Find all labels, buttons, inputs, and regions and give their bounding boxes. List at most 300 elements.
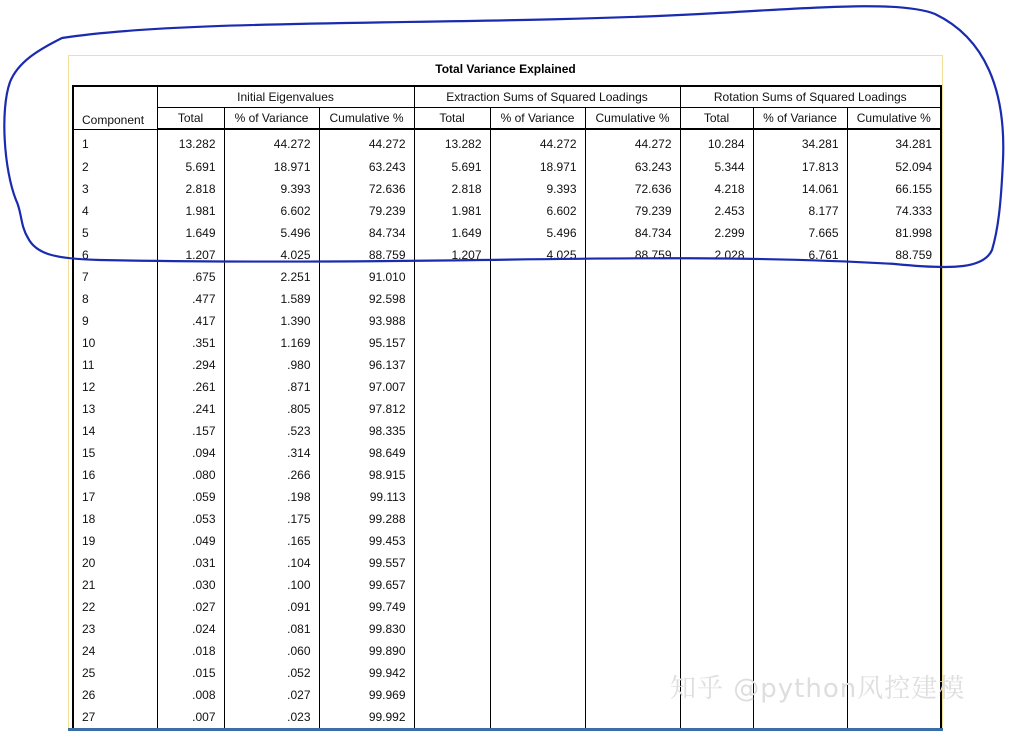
table-cell: 99.113: [319, 486, 414, 508]
table-cell: 4.218: [680, 178, 753, 200]
table-cell: [680, 398, 753, 420]
table-cell: .007: [157, 706, 224, 728]
table-row: [73, 706, 941, 728]
table-cell: .294: [157, 354, 224, 376]
variance-table: [72, 85, 942, 728]
table-cell: [585, 398, 680, 420]
table-cell: [585, 618, 680, 640]
table-cell: [847, 332, 941, 354]
table-cell: 99.969: [319, 684, 414, 706]
table-cell: .081: [224, 618, 319, 640]
table-cell: .052: [224, 662, 319, 684]
table-row: [73, 266, 941, 288]
table-cell: [490, 354, 585, 376]
table-cell: 2.818: [414, 178, 490, 200]
table-cell: [753, 288, 847, 310]
table-row: [73, 244, 941, 266]
table-cell: [585, 684, 680, 706]
table-cell: .031: [157, 552, 224, 574]
table-cell: 1.981: [414, 200, 490, 222]
table-cell: [680, 596, 753, 618]
component-number-cell: 4: [73, 200, 157, 222]
column-header-rotation-pct-variance: % of Variance: [753, 108, 847, 130]
table-cell: .027: [157, 596, 224, 618]
table-cell: .100: [224, 574, 319, 596]
component-number-cell: 15: [73, 442, 157, 464]
group-header-extraction-loadings: Extraction Sums of Squared Loadings: [414, 86, 680, 108]
component-number-cell: 7: [73, 266, 157, 288]
table-cell: 63.243: [319, 156, 414, 178]
table-cell: [680, 376, 753, 398]
table-cell: [847, 266, 941, 288]
table-cell: [414, 640, 490, 662]
table-cell: [585, 486, 680, 508]
component-number-cell: 13: [73, 398, 157, 420]
table-cell: 7.665: [753, 222, 847, 244]
component-number-cell: 18: [73, 508, 157, 530]
table-cell: [490, 376, 585, 398]
table-cell: 2.299: [680, 222, 753, 244]
table-cell: 5.496: [490, 222, 585, 244]
table-cell: [414, 574, 490, 596]
table-cell: [753, 442, 847, 464]
table-row: [73, 332, 941, 354]
table-cell: 99.992: [319, 706, 414, 728]
table-cell: [585, 508, 680, 530]
table-row: [73, 222, 941, 244]
table-cell: [753, 376, 847, 398]
table-cell: .417: [157, 310, 224, 332]
table-cell: [680, 354, 753, 376]
component-number-cell: 3: [73, 178, 157, 200]
component-number-cell: 10: [73, 332, 157, 354]
table-cell: .104: [224, 552, 319, 574]
table-cell: 2.818: [157, 178, 224, 200]
column-header-rotation-total: Total: [680, 108, 753, 130]
table-cell: [414, 552, 490, 574]
table-cell: [490, 552, 585, 574]
table-cell: [847, 398, 941, 420]
table-cell: [847, 596, 941, 618]
table-cell: [490, 398, 585, 420]
table-cell: .091: [224, 596, 319, 618]
table-cell: [414, 288, 490, 310]
table-cell: [753, 398, 847, 420]
component-number-cell: 12: [73, 376, 157, 398]
table-cell: 97.812: [319, 398, 414, 420]
table-cell: 2.028: [680, 244, 753, 266]
table-cell: [753, 332, 847, 354]
table-cell: 72.636: [319, 178, 414, 200]
table-cell: [680, 574, 753, 596]
component-number-cell: 27: [73, 706, 157, 728]
table-cell: 99.749: [319, 596, 414, 618]
table-cell: [490, 288, 585, 310]
table-row: [73, 530, 941, 552]
table-cell: 99.557: [319, 552, 414, 574]
table-cell: 99.288: [319, 508, 414, 530]
table-cell: 91.010: [319, 266, 414, 288]
table-cell: [847, 310, 941, 332]
table-cell: [680, 640, 753, 662]
table-cell: [847, 530, 941, 552]
table-cell: [585, 310, 680, 332]
table-cell: [414, 618, 490, 640]
table-cell: [585, 574, 680, 596]
table-cell: [490, 266, 585, 288]
table-cell: 2.251: [224, 266, 319, 288]
table-row: [73, 398, 941, 420]
column-header-rotation-cumulative: Cumulative %: [847, 108, 941, 130]
watermark-text: 知乎 @python风控建模: [670, 674, 966, 704]
table-cell: [585, 530, 680, 552]
table-cell: [490, 640, 585, 662]
table-cell: [414, 354, 490, 376]
component-number-cell: 16: [73, 464, 157, 486]
table-cell: .094: [157, 442, 224, 464]
table-row: [73, 442, 941, 464]
table-row: [73, 156, 941, 178]
table-cell: 13.282: [414, 129, 490, 156]
table-cell: .008: [157, 684, 224, 706]
table-cell: .018: [157, 640, 224, 662]
table-cell: [585, 662, 680, 684]
table-cell: 34.281: [753, 129, 847, 156]
table-cell: .241: [157, 398, 224, 420]
table-cell: [847, 640, 941, 662]
table-cell: [680, 618, 753, 640]
table-cell: 13.282: [157, 129, 224, 156]
component-number-cell: 25: [73, 662, 157, 684]
table-cell: 1.169: [224, 332, 319, 354]
table-cell: .675: [157, 266, 224, 288]
table-cell: .165: [224, 530, 319, 552]
table-cell: 34.281: [847, 129, 941, 156]
table-cell: [680, 420, 753, 442]
table-cell: 9.393: [490, 178, 585, 200]
table-cell: .980: [224, 354, 319, 376]
table-cell: [585, 376, 680, 398]
table-cell: 93.988: [319, 310, 414, 332]
table-cell: .030: [157, 574, 224, 596]
component-number-cell: 24: [73, 640, 157, 662]
table-cell: [680, 486, 753, 508]
table-cell: [414, 508, 490, 530]
table-cell: [753, 420, 847, 442]
table-cell: 81.998: [847, 222, 941, 244]
table-cell: [585, 266, 680, 288]
table-cell: .060: [224, 640, 319, 662]
group-header-rotation-loadings: Rotation Sums of Squared Loadings: [680, 86, 941, 108]
table-cell: 1.649: [414, 222, 490, 244]
column-header-extraction-total: Total: [414, 108, 490, 130]
table-cell: 1.207: [157, 244, 224, 266]
table-cell: 1.981: [157, 200, 224, 222]
table-cell: .053: [157, 508, 224, 530]
table-cell: [490, 420, 585, 442]
table-cell: [847, 508, 941, 530]
table-cell: 5.496: [224, 222, 319, 244]
table-cell: [490, 442, 585, 464]
table-cell: [680, 310, 753, 332]
table-cell: .477: [157, 288, 224, 310]
table-cell: [585, 354, 680, 376]
table-row: [73, 354, 941, 376]
table-cell: [414, 706, 490, 728]
table-cell: 1.390: [224, 310, 319, 332]
table-cell: [490, 310, 585, 332]
table-cell: [414, 420, 490, 442]
table-cell: [585, 596, 680, 618]
table-cell: .351: [157, 332, 224, 354]
table-cell: 8.177: [753, 200, 847, 222]
table-cell: 66.155: [847, 178, 941, 200]
table-row: [73, 288, 941, 310]
table-cell: [753, 508, 847, 530]
table-cell: 4.025: [224, 244, 319, 266]
table-cell: [680, 266, 753, 288]
table-row: [73, 640, 941, 662]
table-panel: [68, 55, 943, 731]
table-cell: [490, 332, 585, 354]
table-cell: [490, 508, 585, 530]
table-cell: 88.759: [585, 244, 680, 266]
table-cell: .059: [157, 486, 224, 508]
table-row: [73, 486, 941, 508]
table-cell: .027: [224, 684, 319, 706]
table-cell: [680, 442, 753, 464]
table-cell: 18.971: [224, 156, 319, 178]
table-cell: [414, 486, 490, 508]
column-header-extraction-cumulative: Cumulative %: [585, 108, 680, 130]
component-number-cell: 5: [73, 222, 157, 244]
table-row: [73, 508, 941, 530]
table-cell: 17.813: [753, 156, 847, 178]
table-row: [73, 464, 941, 486]
table-cell: 14.061: [753, 178, 847, 200]
table-cell: 98.915: [319, 464, 414, 486]
table-cell: [490, 684, 585, 706]
table-cell: [847, 486, 941, 508]
table-cell: 99.890: [319, 640, 414, 662]
table-cell: [680, 706, 753, 728]
table-cell: [585, 442, 680, 464]
table-cell: .024: [157, 618, 224, 640]
table-cell: [414, 442, 490, 464]
table-cell: [753, 706, 847, 728]
table-cell: 99.657: [319, 574, 414, 596]
column-header-initial-cumulative: Cumulative %: [319, 108, 414, 130]
table-cell: 72.636: [585, 178, 680, 200]
table-row: [73, 310, 941, 332]
table-cell: [414, 530, 490, 552]
table-cell: [753, 574, 847, 596]
table-cell: .805: [224, 398, 319, 420]
table-cell: [490, 530, 585, 552]
component-number-cell: 14: [73, 420, 157, 442]
table-cell: .023: [224, 706, 319, 728]
table-cell: [414, 310, 490, 332]
table-cell: [414, 684, 490, 706]
table-row: [73, 420, 941, 442]
table-cell: [490, 464, 585, 486]
table-cell: 92.598: [319, 288, 414, 310]
table-cell: [414, 662, 490, 684]
table-cell: [847, 288, 941, 310]
table-cell: 4.025: [490, 244, 585, 266]
table-cell: [847, 552, 941, 574]
table-cell: 98.649: [319, 442, 414, 464]
table-cell: [585, 464, 680, 486]
table-cell: 44.272: [585, 129, 680, 156]
table-cell: 1.207: [414, 244, 490, 266]
table-row: [73, 178, 941, 200]
table-cell: .871: [224, 376, 319, 398]
component-number-cell: 2: [73, 156, 157, 178]
table-cell: 6.602: [224, 200, 319, 222]
table-cell: [680, 332, 753, 354]
table-cell: .314: [224, 442, 319, 464]
table-cell: 18.971: [490, 156, 585, 178]
component-number-cell: 23: [73, 618, 157, 640]
group-header-initial-eigenvalues: Initial Eigenvalues: [157, 86, 414, 108]
table-cell: 95.157: [319, 332, 414, 354]
component-number-cell: 26: [73, 684, 157, 706]
table-cell: [847, 354, 941, 376]
component-number-cell: 9: [73, 310, 157, 332]
column-header-initial-total: Total: [157, 108, 224, 130]
table-cell: [585, 332, 680, 354]
table-cell: [680, 530, 753, 552]
table-cell: [753, 530, 847, 552]
table-cell: 88.759: [847, 244, 941, 266]
table-cell: [414, 464, 490, 486]
table-cell: .157: [157, 420, 224, 442]
component-header: Component: [73, 86, 157, 129]
table-cell: .198: [224, 486, 319, 508]
table-cell: [753, 640, 847, 662]
table-cell: [753, 464, 847, 486]
table-cell: 88.759: [319, 244, 414, 266]
table-cell: [585, 420, 680, 442]
table-cell: 5.344: [680, 156, 753, 178]
table-cell: 99.453: [319, 530, 414, 552]
table-cell: [414, 332, 490, 354]
table-cell: [847, 618, 941, 640]
column-header-initial-pct-variance: % of Variance: [224, 108, 319, 130]
table-cell: 6.761: [753, 244, 847, 266]
table-cell: 98.335: [319, 420, 414, 442]
table-cell: [490, 662, 585, 684]
table-cell: 1.589: [224, 288, 319, 310]
table-cell: .049: [157, 530, 224, 552]
table-cell: [847, 420, 941, 442]
table-cell: [680, 552, 753, 574]
table-cell: 96.137: [319, 354, 414, 376]
table-cell: [490, 574, 585, 596]
table-cell: 99.830: [319, 618, 414, 640]
table-cell: [414, 596, 490, 618]
table-cell: [680, 508, 753, 530]
table-cell: 99.942: [319, 662, 414, 684]
table-body: [73, 129, 941, 728]
table-cell: [753, 552, 847, 574]
table-cell: [847, 574, 941, 596]
table-cell: 63.243: [585, 156, 680, 178]
table-cell: [585, 552, 680, 574]
table-cell: 2.453: [680, 200, 753, 222]
table-cell: [490, 596, 585, 618]
table-cell: [414, 398, 490, 420]
table-cell: [753, 486, 847, 508]
table-cell: .266: [224, 464, 319, 486]
table-cell: 5.691: [414, 156, 490, 178]
table-cell: 6.602: [490, 200, 585, 222]
component-number-cell: 20: [73, 552, 157, 574]
table-row: [73, 552, 941, 574]
table-cell: [847, 706, 941, 728]
table-cell: .080: [157, 464, 224, 486]
table-cell: 52.094: [847, 156, 941, 178]
table-cell: 84.734: [585, 222, 680, 244]
table-cell: .175: [224, 508, 319, 530]
table-cell: 79.239: [319, 200, 414, 222]
table-cell: 97.007: [319, 376, 414, 398]
table-title: Total Variance Explained: [435, 62, 576, 76]
component-number-cell: 22: [73, 596, 157, 618]
table-cell: 5.691: [157, 156, 224, 178]
table-row: [73, 129, 941, 156]
component-number-cell: 8: [73, 288, 157, 310]
component-number-cell: 6: [73, 244, 157, 266]
component-number-cell: 1: [73, 129, 157, 156]
table-cell: [585, 706, 680, 728]
component-number-cell: 19: [73, 530, 157, 552]
table-cell: .015: [157, 662, 224, 684]
table-cell: 10.284: [680, 129, 753, 156]
component-number-cell: 17: [73, 486, 157, 508]
table-cell: [490, 618, 585, 640]
table-cell: 9.393: [224, 178, 319, 200]
table-cell: 79.239: [585, 200, 680, 222]
table-cell: [414, 266, 490, 288]
table-cell: 74.333: [847, 200, 941, 222]
table-cell: [585, 640, 680, 662]
table-cell: [753, 310, 847, 332]
table-cell: .261: [157, 376, 224, 398]
table-cell: 84.734: [319, 222, 414, 244]
table-cell: [753, 618, 847, 640]
table-cell: [847, 442, 941, 464]
table-cell: [490, 486, 585, 508]
table-cell: [847, 376, 941, 398]
component-number-cell: 21: [73, 574, 157, 596]
table-cell: [753, 596, 847, 618]
table-cell: 1.649: [157, 222, 224, 244]
table-row: [73, 574, 941, 596]
table-row: [73, 200, 941, 222]
table-row: [73, 596, 941, 618]
table-cell: [585, 288, 680, 310]
table-cell: 44.272: [319, 129, 414, 156]
table-cell: [680, 288, 753, 310]
table-cell: 44.272: [490, 129, 585, 156]
table-cell: [490, 706, 585, 728]
table-cell: [680, 464, 753, 486]
column-header-extraction-pct-variance: % of Variance: [490, 108, 585, 130]
table-cell: [753, 354, 847, 376]
table-cell: 44.272: [224, 129, 319, 156]
